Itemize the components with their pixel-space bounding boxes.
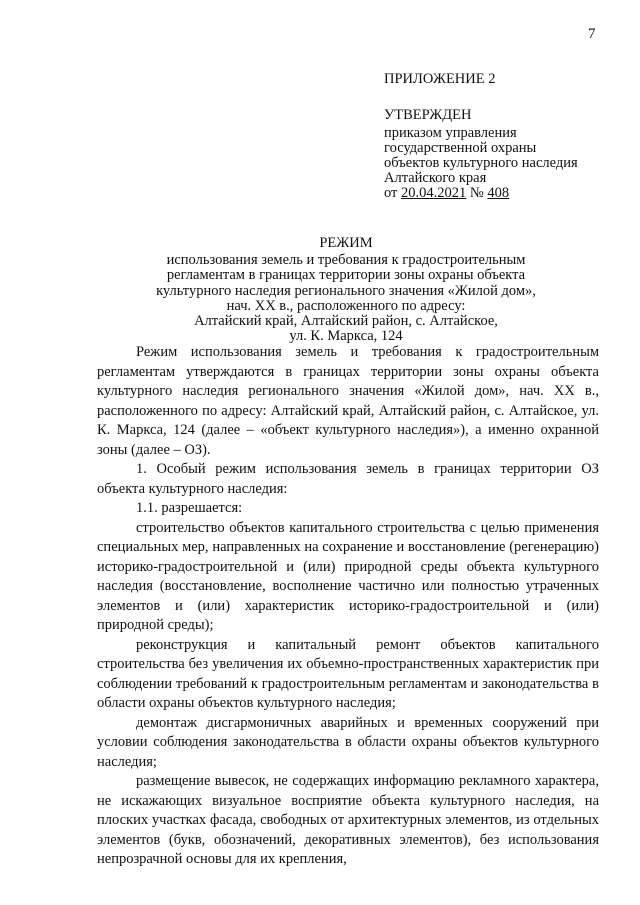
appendix-label: ПРИЛОЖЕНИЕ 2 bbox=[384, 71, 496, 87]
title-line: использования земель и требования к градостроительным bbox=[166, 252, 526, 269]
order-line: государственной охраны bbox=[384, 140, 537, 156]
page-number: 7 bbox=[588, 26, 596, 42]
order-date-line bbox=[384, 186, 624, 201]
order-number: 408 bbox=[487, 185, 510, 201]
subsection-1-1: 1.1. разрешается: bbox=[136, 500, 243, 516]
list-item: реконструкция и капитальный ремонт объектов капитального строительства без увеличения их объемно-пространственных характеристик при соблюдении требований к градостроительным регламентам и законодательства в области охраны объектов культурного наследия; bbox=[97, 636, 599, 711]
intro-paragraph: Режим использования земель и требования к градостроительным регламентам утверждаются в границах территории зоны охраны объекта культурного наследия регионального значения «Жилой дом», нач. XX в., расположенного по адресу: Алтайский край, Алтайский район, с. Алтайское, ул. К. Маркса, 124 (далее – «объект культурного наследия»), а именно охранной зоны (далее – ОЗ). bbox=[97, 344, 599, 458]
title-line: Алтайский край, Алтайский район, с. Алтайское, bbox=[194, 313, 498, 330]
order-line: объектов культурного наследия bbox=[384, 155, 578, 171]
title-line: культурного наследия регионального значения «Жилой дом», bbox=[156, 282, 536, 299]
list-item: демонтаж дисгармоничных аварийных и временных сооружений при условии соблюдения законодательства в области охраны объектов культурного наследия; bbox=[97, 714, 599, 770]
date-prefix: от bbox=[384, 185, 402, 201]
order-line: приказом управления bbox=[384, 125, 517, 141]
list-item: строительство объектов капитального строительства с целью применения специальных мер, направленных на сохранение и восстановление (регенерацию) историко-градостроительной и (или) природной среды объекта культурного наследия (восстановление, восполнение частично или полностью утраченных элементов и (или) характеристик историко-градостроительной и (или) природной среды); bbox=[97, 519, 599, 633]
section-1-paragraph: 1. Особый режим использования земель в границах территории ОЗ объекта культурного наследия: bbox=[97, 461, 599, 497]
title-line: регламентам в границах территории зоны охраны объекта bbox=[166, 267, 526, 284]
document-title: РЕЖИМ bbox=[319, 235, 373, 251]
list-item: размещение вывесок, не содержащих информацию рекламного характера, не искажающих визуальное восприятие объекта культурного наследия, на плоских участках фасада, свободных от архитектурных элементов, из отдельных элементов (букв, обозначений, декоративных элементов), без использования непрозрачной основы для их крепления, bbox=[97, 773, 599, 867]
order-line: Алтайского края bbox=[384, 170, 487, 186]
document-body bbox=[97, 343, 599, 870]
order-date: 20.04.2021 bbox=[401, 185, 467, 201]
title-line: нач. XX в., расположенного по адресу: bbox=[226, 297, 466, 314]
number-prefix: № bbox=[466, 185, 488, 201]
approved-label: УТВЕРЖДЕН bbox=[384, 107, 472, 123]
document-title-block bbox=[96, 236, 596, 344]
approval-block bbox=[384, 72, 624, 201]
title-line: ул. К. Маркса, 124 bbox=[289, 328, 403, 345]
